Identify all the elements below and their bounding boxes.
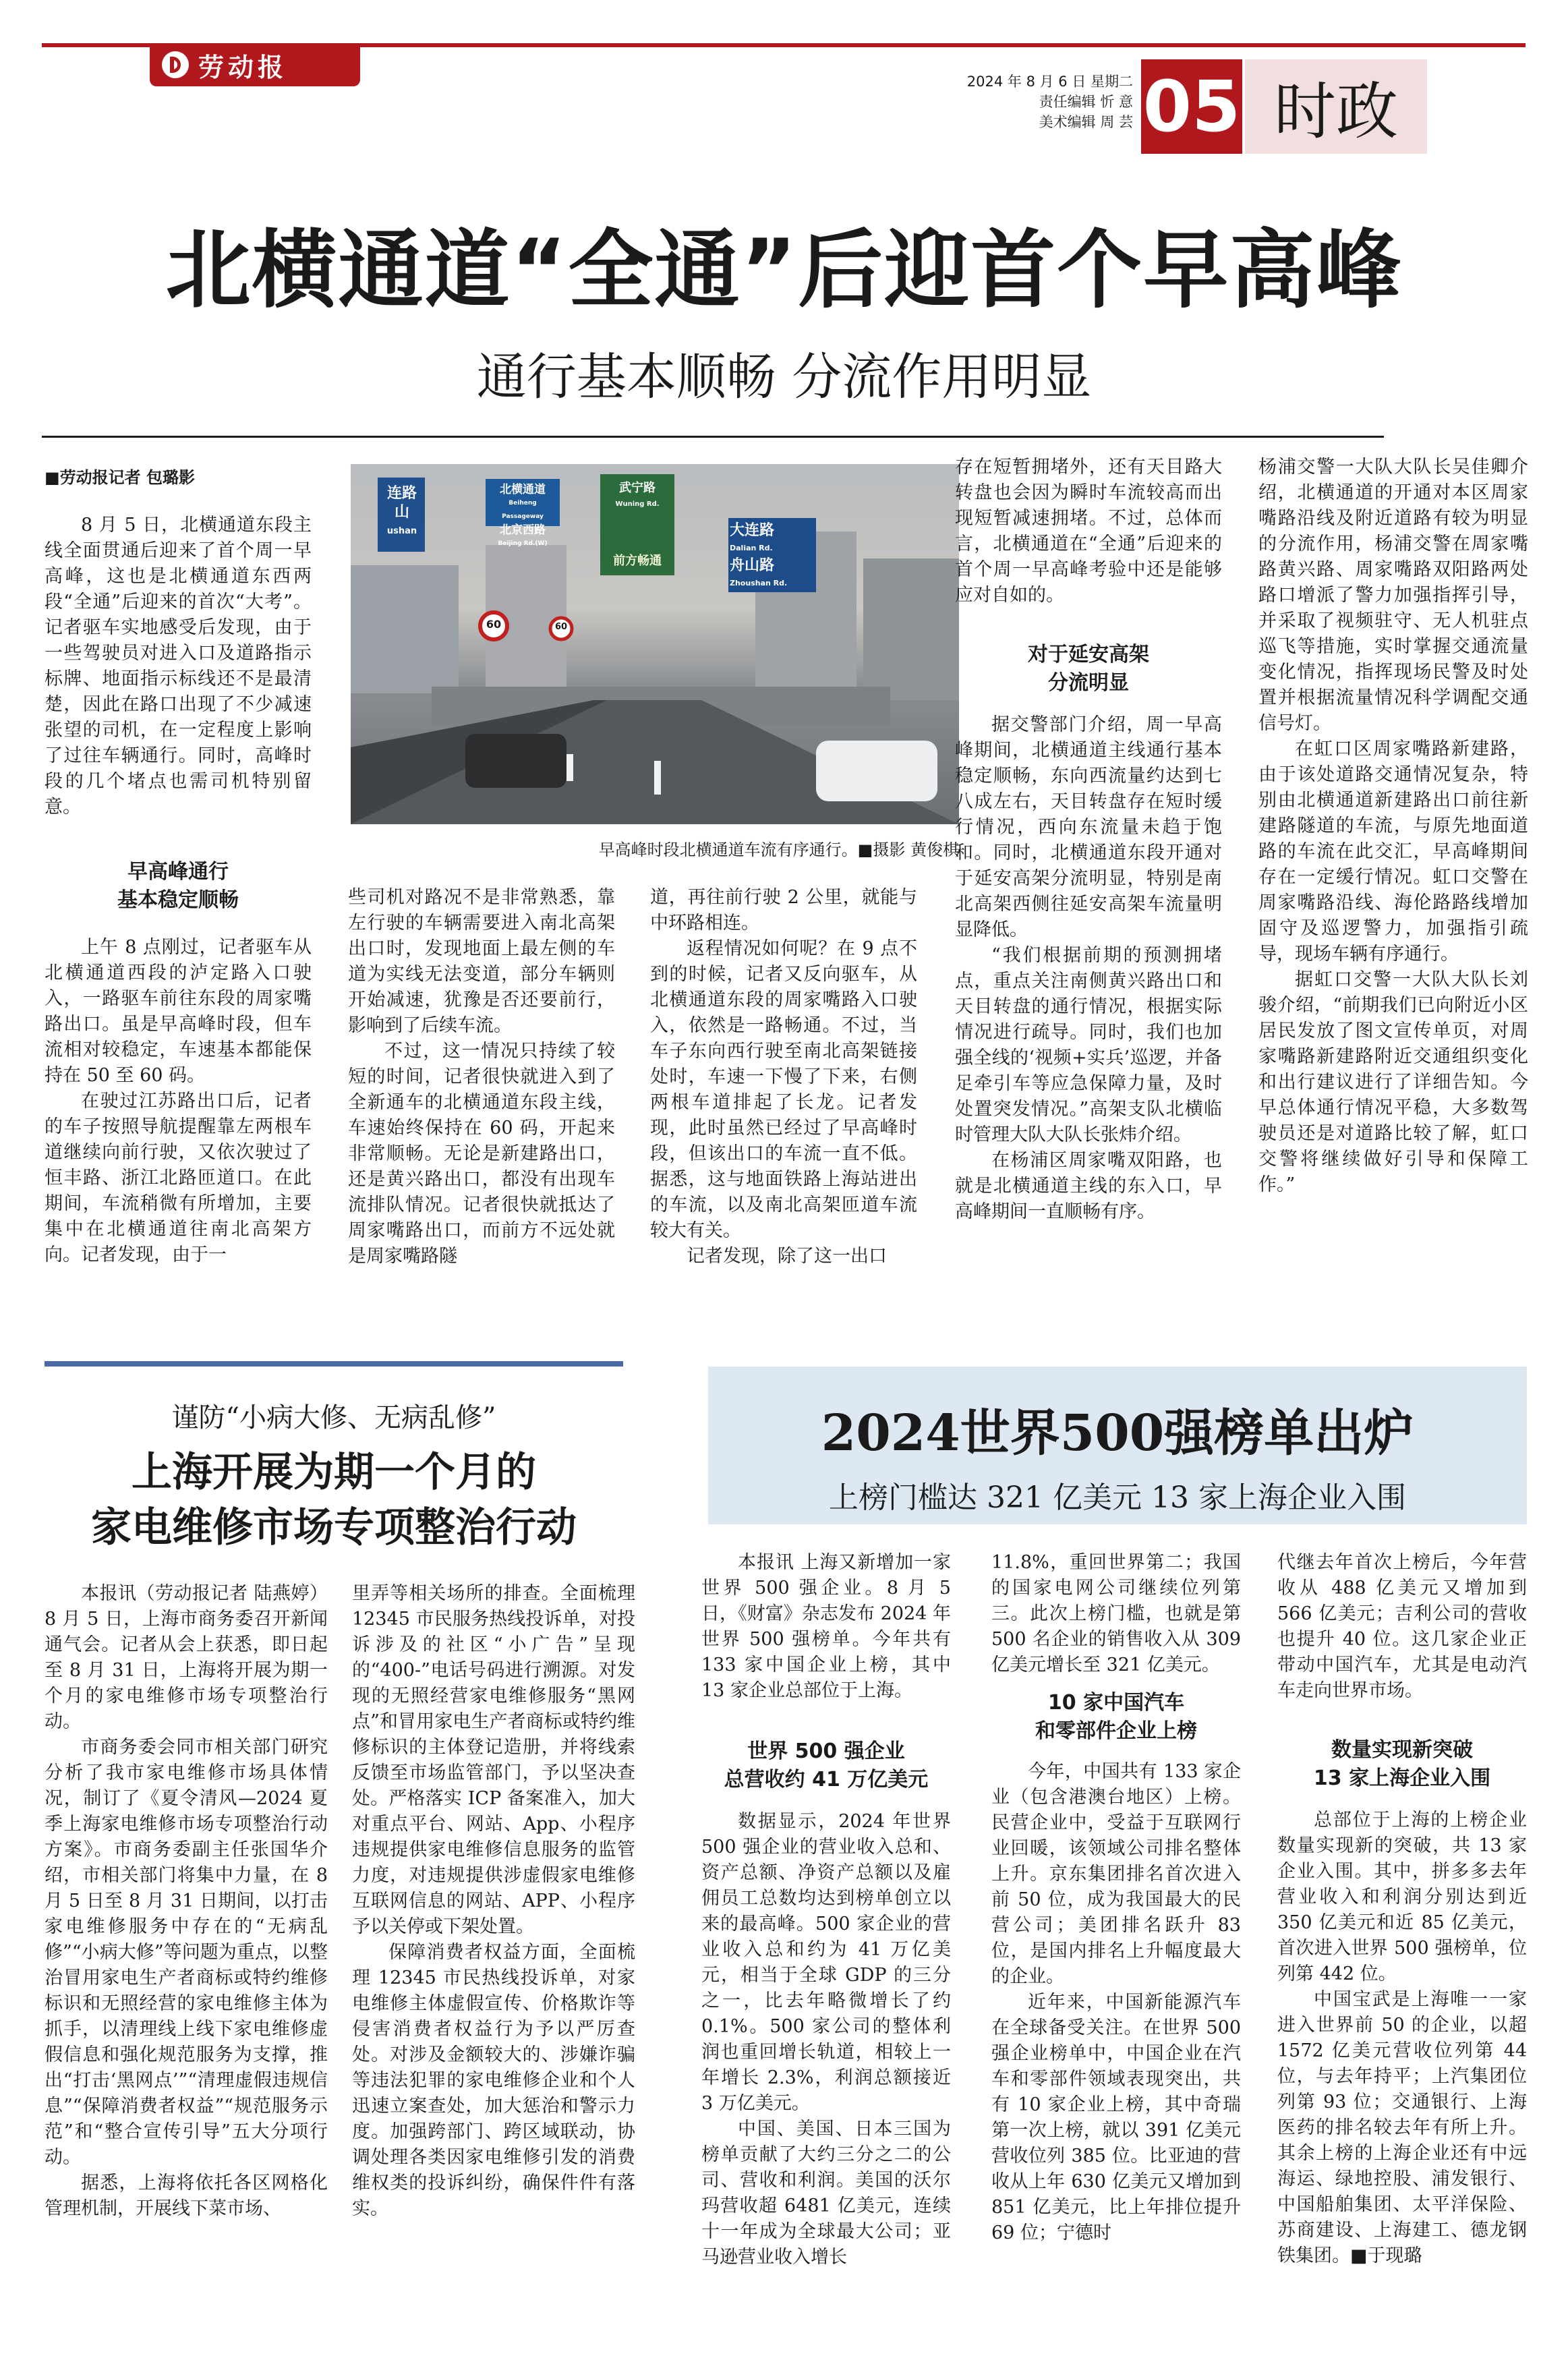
paragraph: 道，再往前行驶 2 公里，就能与中环路相连。: [650, 887, 917, 933]
article3-col2b: [991, 1759, 1241, 2330]
article2-headline: [34, 1445, 634, 1555]
article1-col1b: [45, 935, 312, 1306]
sign-text: Beiheng Passageway: [502, 500, 544, 520]
subhead-shanghai: [1277, 1736, 1527, 1793]
paragraph: 据悉，上海将依托各区网格化管理机制，开展线下菜市场、: [45, 2173, 328, 2219]
paragraph: 不过，这一情况只持续了较短的时间，记者很快就进入到了全新通车的北横通道东段主线，车速始终保持在 60 码，开起来非常顺畅。无论是新建路出口，还是黄兴路出口，都没有出现车流排队情况。记者很快就抵达了周家嘴路出口，而前方不远处就是周家嘴路隧: [348, 1041, 615, 1267]
paragraph: 总部位于上海的上榜企业数量实现新的突破，共 13 家企业入围。其中，拼多多去年营业收入和利润分别达到近 350 亿美元和近 85 亿美元，首次进入世界 500 强榜单，位列第 442 位。: [1277, 1810, 1527, 1984]
sign-text: Dalian Rd.: [730, 544, 773, 552]
article1-col3: [650, 885, 917, 1306]
header-meta: [931, 71, 1133, 132]
article3-col1: [701, 1550, 951, 1729]
sign-dalian: [730, 522, 815, 592]
paragraph: 本报讯 上海又新增加一家世界 500 强企业。8 月 5 日，《财富》杂志发布 2024 年世界 500 强榜单。今年共有 133 家中国企业上榜，其中 13 家企业总部位于上海。: [701, 1552, 951, 1701]
paragraph: 杨浦交警一大队大队长吴佳卿介绍，北横通道的开通对本区周家嘴路沿线及附近道路有较为明显的分流作用，杨浦交警在周家嘴路黄兴路、周家嘴路双阳路两处路口增派了警力加强指挥引导，并采取了视频驻守、无人机驻点巡飞等措施，实时掌握交通流量变化情况，指挥现场民警及时处置并根据流量情况科学调配交通信号灯。: [1258, 457, 1528, 734]
paragraph: 些司机对路况不是非常熟悉，靠左行驶的车辆需要进入南北高架出口时，发现地面上最左侧的车道为实线无法变道，部分车辆则开始减速，犹豫是否还要前行，影响到了后续车流。: [348, 887, 615, 1036]
sign-text: Zhoushan Rd.: [730, 579, 788, 587]
paragraph: 据交警部门介绍，周一早高峰期间，北横通道主线通行基本稳定顺畅，东向西流量约达到七八成左右，天目转盘存在短时缓行情况，西向东流量未趋于饱和。同时，北横通道东段开通对于延安高架分流明显，特别是南北高架西侧往延安高架车流量明显降低。: [955, 714, 1222, 940]
issue-date: 2024 年 8 月 6 日 星期二: [966, 74, 1133, 90]
subheadline: 通行基本顺畅 分流作用明显: [476, 348, 1092, 406]
article1-col2: [348, 885, 615, 1306]
subhead-line: 早高峰通行: [127, 860, 229, 884]
subhead-line: 基本稳定顺畅: [117, 888, 239, 912]
sign-text: 山: [394, 504, 409, 521]
byline: ■劳动报记者 包璐影: [45, 468, 196, 487]
paragraph: 里弄等相关场所的排查。全面梳理 12345 市民服务热线投诉单，对投诉涉及的社区“小广告”呈现的“400-”电话号码进行溯源。对发现的无照经营家电维修服务“黑网点”和冒用家电生产者商标或特约维修标识的主体登记造册，并将线索反馈至市场监管部门，予以坚决查处。严格落实 ICP 备案准入，加大对重点平台、网站、App、小程序违规提供家电维修信息服务的监管力度，对违规提供涉虚假家电维修互联网信息的网站、APP、小程序予以关停或下架处置。: [352, 1583, 635, 1937]
paragraph: 存在短暂拥堵外，还有天目路大转盘也会因为瞬时车流较高而出现短暂减速拥堵。不过，总体而言，北横通道在“全通”后迎来的首个周一早高峰考验中还是能够应对自如的。: [955, 457, 1222, 606]
logo-text: 劳动报: [198, 51, 288, 82]
subhead-line: 世界 500 强企业: [747, 1740, 905, 1763]
paragraph: 数据显示，2024 年世界 500 强企业的营业收入总和、资产总额、净资产总额以及雇佣员工总数均达到榜单创立以来的最高峰。500 家企业的营业收入总和约为 41 万亿美元，相当于全球 GDP 的三分之一，比去年略微增长了约 0.1%。500 家公司的整体利润也重回增长轨道，相较上一年增长 2.3%，利润总额接近 3 万亿美元。: [701, 1811, 951, 2114]
subhead-line: 13 家上海企业入围: [1313, 1766, 1491, 1790]
section-label: 时政: [1245, 59, 1427, 154]
sign-text: 大连路: [730, 522, 775, 539]
sign-text: 舟山路: [730, 557, 775, 574]
article1-col1: [45, 513, 312, 840]
sign-north: [487, 483, 558, 550]
subhead-line: 分流明显: [1048, 671, 1129, 695]
paragraph: 今年，中国共有 133 家企业（包含港澳台地区）上榜。民营企业中，受益于互联网行业回暖，该领域公司排名整体上升。京东集团排名首次进入前 50 位，成为我国最大的民营公司；美团排名跃升 83 位，是国内排名上升幅度最大的企业。: [991, 1761, 1241, 1987]
subhead-revenue: [701, 1737, 951, 1794]
subhead-line: 总营收约 41 万亿美元: [724, 1768, 929, 1791]
paragraph: 市商务委会同市相关部门研究分析了我市家电维修市场具体情况，制订了《夏令清风—2024 夏季上海家电维修市场专项整治行动方案》。市商务委副主任张国华介绍，市相关部门将集中力量，在 8 月 5 日至 8 月 31 日期间，以打击家电维修服务中存在的“无病乱修”“小病大修”等问题为重点，以整治冒用家电生产者商标或特约维修标识和无照经营的家电维修主体为抓手，以清理线上线下家电维修虚假信息和强化规范服务为支撑，推出“打击‘黑网点’”“清理虚假违规信息”“保障消费者权益”“规范服务示范”和“整合宣传引导”五大分项行动。: [45, 1737, 328, 2168]
article-rule: [42, 436, 1384, 438]
news-photo: [351, 464, 959, 824]
newspaper-logo: [150, 43, 360, 86]
paragraph: 中国宝武是上海唯一一家进入世界前 50 的企业，以超 1572 亿美元营收位列第 44 位，与去年持平；上汽集团位列第 93 位；交通银行、上海医药的排名较去年有所上升。其余上榜的上海企业还有中远海运、绿地控股、浦发银行、中国船舶集团、太平洋保险、苏商建设、上海建工、德龙钢铁集团。■于现璐: [1277, 1989, 1527, 2266]
paragraph: 保障消费者权益方面，全面梳理 12345 市民热线投诉单，对家电维修主体虚假宣传、价格欺诈等侵害消费者权益行为予以严厉查处。对涉及金额较大的、涉嫌诈骗等违法犯罪的家电维修企业和个人迅速立案查处，加大惩治和警示力度。加强跨部门、跨区域联动，协调处理各类因家电维修引发的消费维权类的投诉纠纷，确保件件有落实。: [352, 1942, 635, 2219]
article3-subheadline: 上榜门槛达 321 亿美元 13 家上海企业入围: [829, 1481, 1406, 1515]
article3-col3: [1277, 1550, 1527, 1704]
sign-wuning: [602, 480, 673, 569]
subhead-line: 10 家中国汽车: [1047, 1691, 1185, 1715]
paragraph: 在杨浦区周家嘴双阳路，也就是北横通道主线的东入口，早高峰期间一直顺畅有序。: [955, 1150, 1222, 1222]
speed-sign: 60: [554, 622, 568, 632]
subhead-yanan: [955, 641, 1222, 697]
headline: 北横通道“全通”后迎首个早高峰: [165, 221, 1403, 320]
article2-col2: [352, 1581, 635, 2330]
photo-caption: 早高峰时段北横通道车流有序通行。■摄影 黄俊棋: [598, 840, 959, 859]
subhead-line: 数量实现新突破: [1331, 1738, 1473, 1762]
article3-col1b: [701, 1809, 951, 2330]
paragraph: 上午 8 点刚过，记者驱车从北横通道西段的泸定路入口驶入，一路驱车前往东段的周家嘴路出口。虽是早高峰时段，但车流相对较稳定，车速基本都能保持在 50 至 60 码。: [45, 937, 312, 1086]
article3-col3b: [1277, 1808, 1527, 2330]
paragraph: 8 月 5 日，北横通道东段主线全面贯通后迎来了首个周一早高峰，这也是北横通道东西两段“全通”后迎来的首次“大考”。记者驱车实地感受后发现，由于一些驾驶员对进入口及道路指示标牌、地面指示标线还不是最清楚，因此在路口出现了不少减速张望的司机，在一定程度上影响了过往车辆通行。同时，高峰时段的几个堵点也需司机特别留意。: [45, 515, 312, 817]
editor-line: 责任编辑 忻 意: [1039, 94, 1133, 110]
paragraph: 近年来，中国新能源汽车在全球备受关注。在世界 500 强企业榜单中，中国企业在汽车和零部件领域表现突出，共有 10 家企业上榜，其中奇瑞第一次上榜，就以 391 亿美元营收位列 385 位。比亚迪的营收从上年 630 亿美元又增加到 851 亿美元，比上年排位提升 69 位；宁德时: [991, 1992, 1241, 2243]
sign-text: 武宁路: [619, 481, 656, 495]
logo-mark-icon: [162, 51, 189, 78]
sign-lianlu: [382, 484, 422, 541]
article1-col4: [955, 455, 1222, 625]
article2-col1: [45, 1581, 328, 2330]
article3-col2: [991, 1550, 1241, 1678]
article3-headline: 2024世界500强榜单出炉: [821, 1404, 1414, 1462]
sign-text: ushan: [386, 526, 417, 536]
paragraph: 11.8%，重回世界第二；我国的国家电网公司继续位列第三。此次上榜门槛，也就是第 500 名企业的销售收入从 309 亿美元增长至 321 亿美元。: [991, 1552, 1241, 1675]
paragraph: 在虹口区周家嘴路新建路，由于该处道路交通情况复杂，特别由北横通道新建路出口前往新建路隧道的车流，与原先地面道路的车流在此交汇，早高峰期间存在一定缓行情况。虹口交警在周家嘴路沿线、海伦路路线增加固守及巡逻警力，加强指引疏导，现场车辆有序通行。: [1258, 739, 1528, 965]
sign-text: Beijing Rd.(W): [498, 540, 548, 547]
subhead-early-peak: [45, 858, 312, 915]
paragraph: 本报讯（劳动报记者 陆燕婷）8 月 5 日，上海市商务委召开新闻通气会。记者从会上获悉，即日起至 8 月 31 日，上海将开展为期一个月的家电维修市场专项整治行动。: [45, 1583, 328, 1732]
speed-sign: 60: [486, 618, 502, 631]
sign-text: Wuning Rd.: [615, 500, 660, 508]
sign-text: 前方畅通: [613, 554, 662, 568]
subhead-auto: [991, 1689, 1241, 1746]
art-editor-line: 美术编辑 周 芸: [1039, 114, 1133, 130]
paragraph: 在驶过江苏路出口后，记者的车子按照导航提醒靠左两根车道继续向前行驶，又依次驶过了恒丰路、浙江北路匝道口。在此期间，车流稍微有所增加，主要集中在北横通道往南北高架方向。记者发现，由于一: [45, 1091, 312, 1265]
sign-text: 连路: [386, 485, 417, 502]
headline-line: 上海开展为期一个月的: [132, 1449, 536, 1496]
headline-line: 家电维修市场专项整治行动: [91, 1504, 577, 1551]
page-number-box: 05: [1141, 59, 1242, 154]
paragraph: 据虹口交警一大队大队长刘骏介绍，“前期我们已向附近小区居民发放了图文宣传单页，对周家嘴路新建路附近交通组织变化和出行建议进行了详细告知。今早总体通行情况平稳，大多数驾驶员还是对道路比较了解，虹口交警将继续做好引导和保障工作。”: [1258, 969, 1528, 1195]
subhead-line: 和零部件企业上榜: [1035, 1719, 1197, 1743]
paragraph: 中国、美国、日本三国为榜单贡献了大约三分之二的公司、营收和利润。美国的沃尔玛营收超 6481 亿美元，连续十一年成为全球最大公司；亚马逊营业收入增长: [701, 2119, 951, 2268]
paragraph: “我们根据前期的预测拥堵点，重点关注南侧黄兴路出口和天目转盘的通行情况，根据实际情况进行疏导。同时，我们也加强全线的‘视频+实兵’巡逻，并备足牵引车等应急保障力量，及时处置突发情况。”高架支队北横临时管理大队大队长张炜介绍。: [955, 945, 1222, 1145]
subhead-line: 对于延安高架: [1028, 643, 1149, 666]
paragraph: 返程情况如何呢？在 9 点不到的时候，记者又反向驱车，从北横通道东段的周家嘴路入口驶入，依然是一路畅通。不过，当车子东向西行驶至南北高架链接处时，车速一下慢了下来，右侧两根车道排起了长龙。记者发现，此时虽然已经过了早高峰时段，但该出口的车流一直不低。据悉，这与地面铁路上海站进出的车流，以及南北高架匝道车流较大有关。: [650, 938, 917, 1241]
article1-col5: [1258, 455, 1528, 1306]
paragraph: 代继去年首次上榜后，今年营收从 488 亿美元又增加到 566 亿美元；吉利公司的营收也提升 40 位。这几家企业正带动中国汽车，尤其是电动汽车走向世界市场。: [1277, 1552, 1527, 1701]
sign-text: 北京西路: [500, 523, 546, 537]
paragraph: 记者发现，除了这一出口: [687, 1246, 887, 1267]
article1-col4b: [955, 712, 1222, 1306]
sign-text: 北横通道: [500, 483, 546, 496]
article2-kicker: 谨防“小病大修、无病乱修”: [171, 1402, 496, 1433]
article2-top-rule: [45, 1361, 623, 1367]
